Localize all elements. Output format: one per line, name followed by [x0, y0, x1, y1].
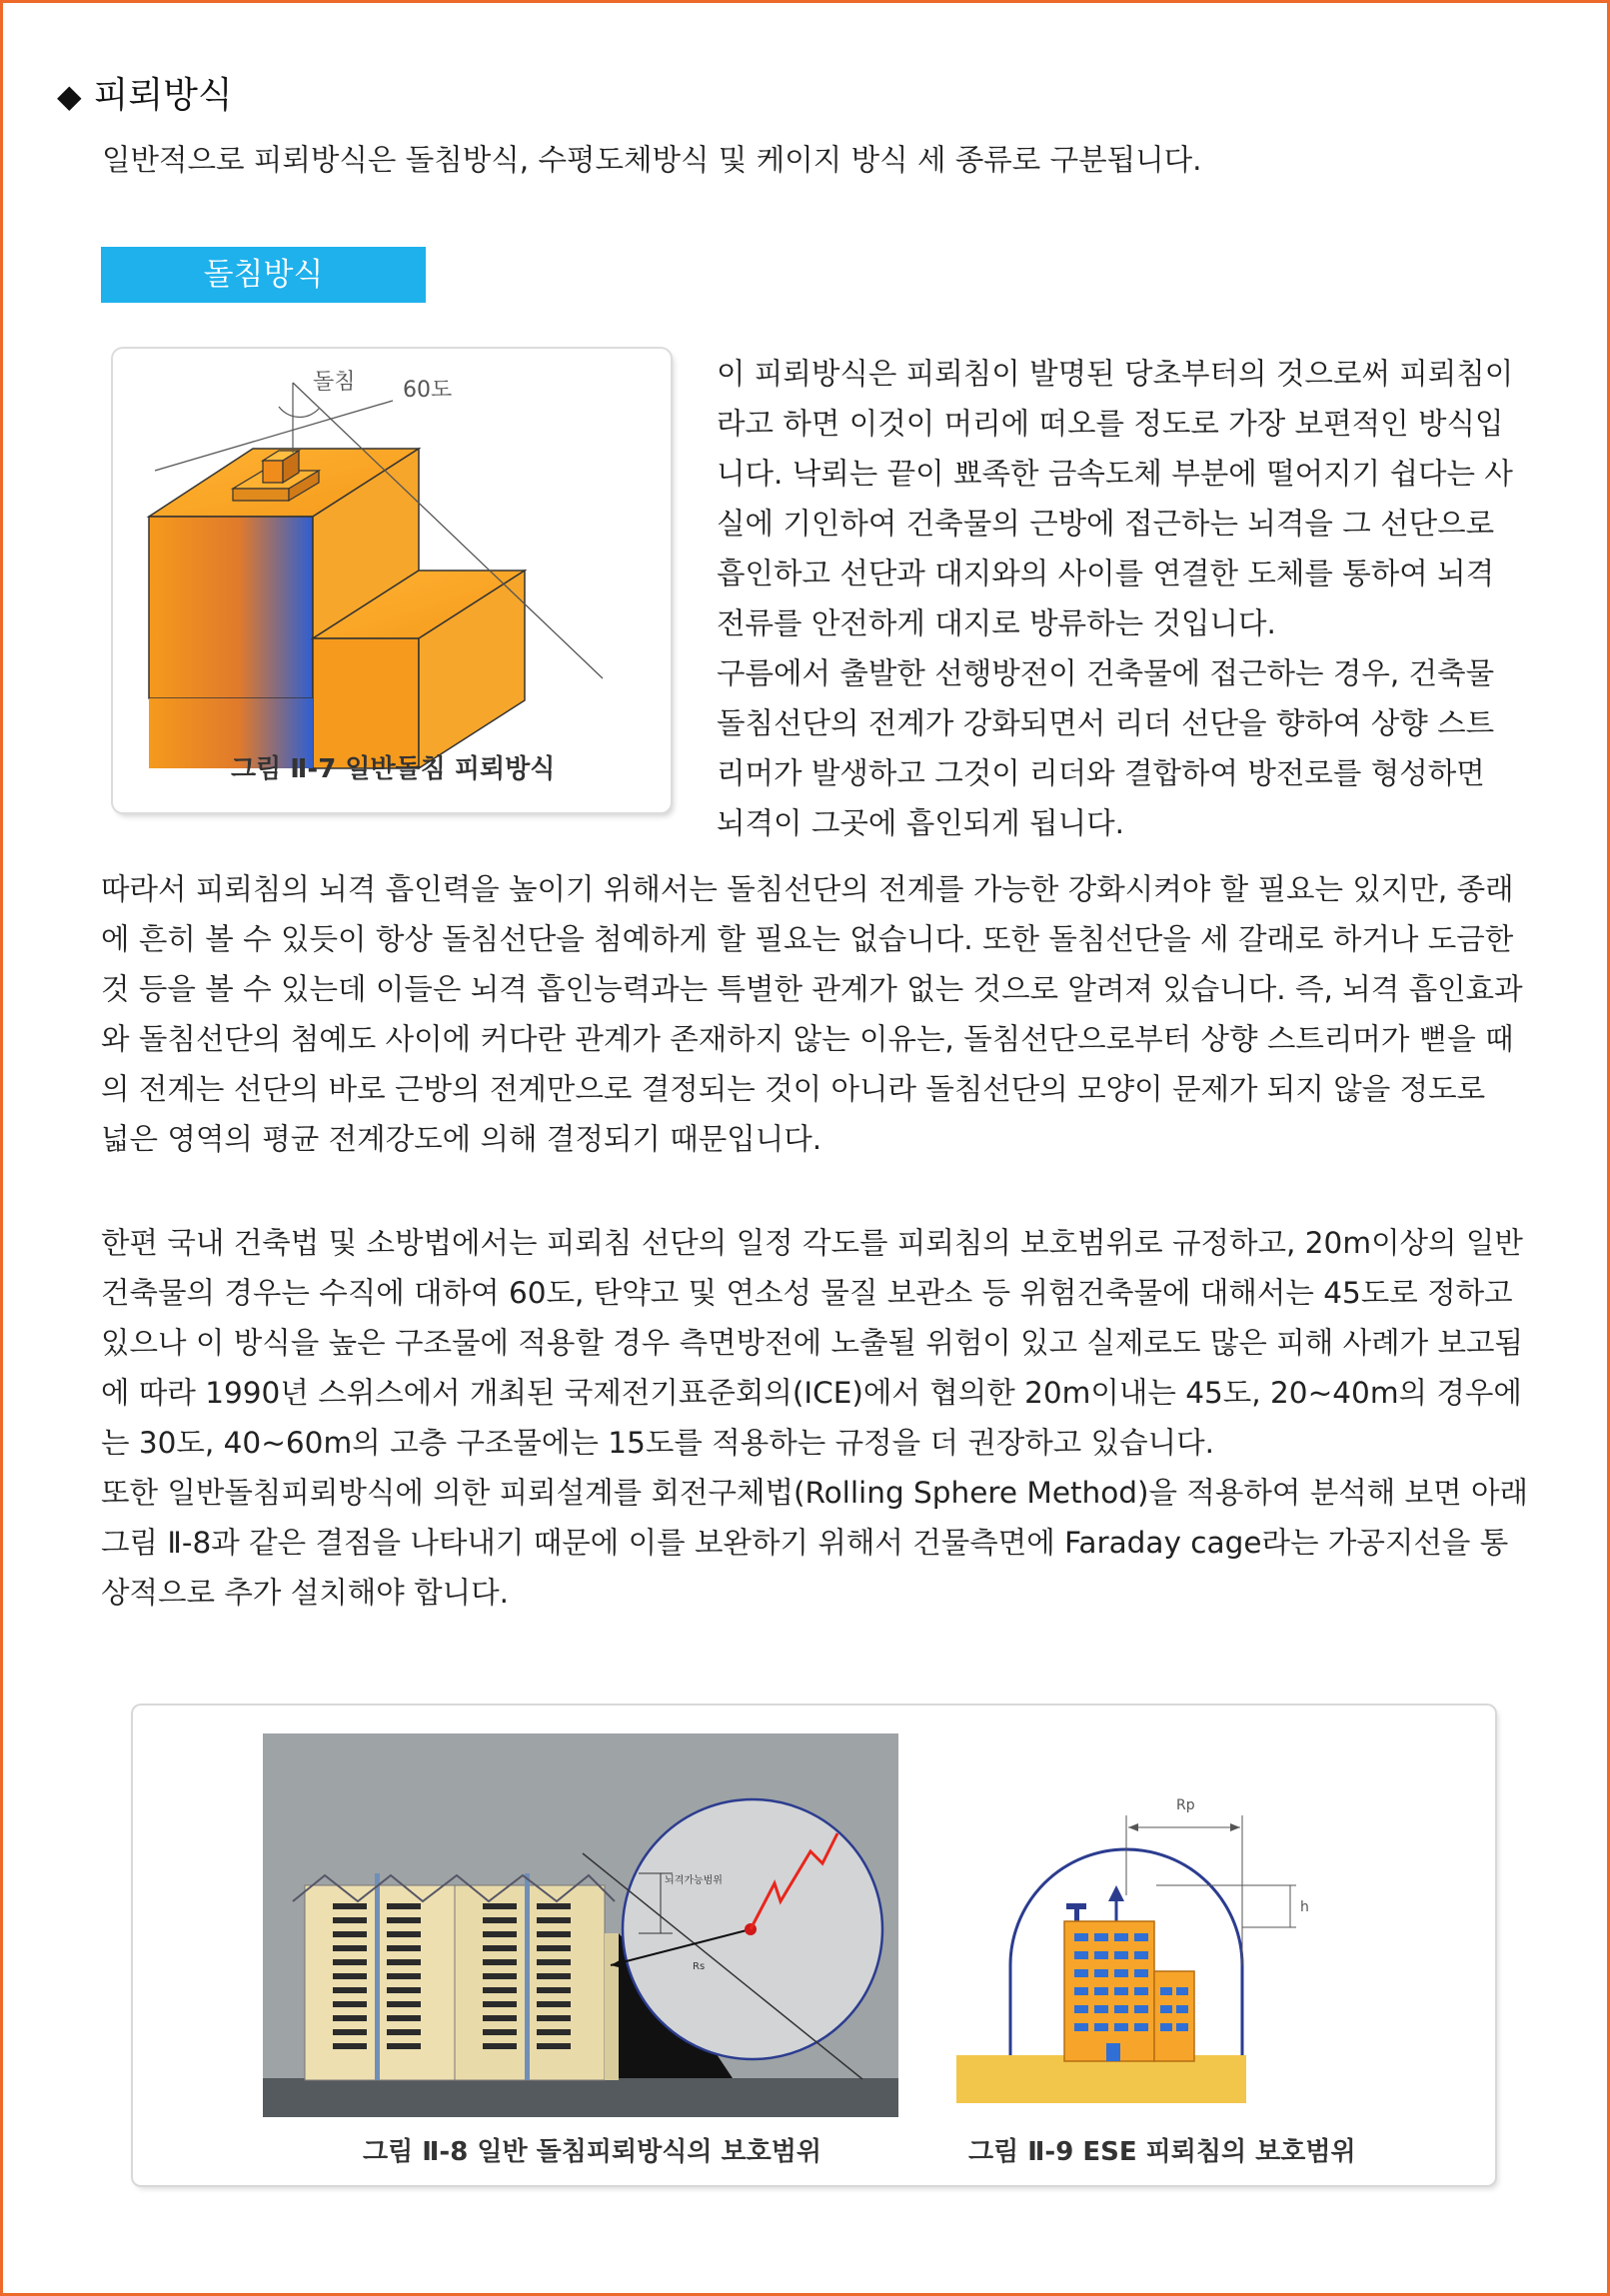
rs-label: Rs [693, 1961, 706, 1972]
body-line: 에 따라 1990년 스위스에서 개최된 국제전기표준회의(ICE)에서 협의한 20m이내는 45도, 20~40m의 경우에 [101, 1376, 1522, 1410]
side-line: 흡인하고 선단과 대지와의 사이를 연결한 도체를 통하여 뇌격 [717, 557, 1495, 590]
rod-label: 돌침 [313, 370, 356, 395]
intro-text: 일반적으로 피뢰방식은 돌침방식, 수평도체방식 및 케이지 방식 세 종류로 구분됩니다. [102, 143, 1202, 177]
body-line: 넓은 영역의 평균 전계강도에 의해 결정되기 때문입니다. [101, 1122, 822, 1156]
body-line: 또한 일반돌침피뢰방식에 의한 피뢰설계를 회전구체법(Rolling Sphere Method)을 적용하여 분석해 보면 아래 [101, 1476, 1528, 1510]
h-label: h [1300, 1899, 1309, 1915]
side-line: 실에 기인하여 건축물의 근방에 접근하는 뇌격을 그 선단으로 [717, 507, 1495, 541]
side-line: 니다. 낙뢰는 끝이 뾰족한 금속도체 부분에 떨어지기 쉽다는 사 [717, 457, 1513, 491]
side-line: 돌침선단의 전계가 강화되면서 리더 선단을 향하여 상향 스트 [717, 706, 1495, 740]
section-heading [57, 67, 233, 118]
diamond-icon: ◆ [57, 77, 82, 115]
side-line: 뇌격이 그곳에 흡인되게 됩니다. [717, 806, 1124, 840]
body-line: 있으나 이 방식을 높은 구조물에 적용할 경우 측면방전에 노출될 위험이 있고 실제로도 많은 피해 사례가 보고됨 [101, 1326, 1524, 1360]
figure-lightning-rod [113, 349, 671, 812]
body-line: 것 등을 볼 수 있는데 이들은 뇌격 흡인능력과는 특별한 관계가 없는 것으로 알려져 있습니다. 즉, 뇌격 흡인효과 [101, 972, 1523, 1006]
body-line: 와 돌침선단의 첨예도 사이에 커다란 관계가 존재하지 않는 이유는, 돌침선단으로부터 상향 스트리머가 뻗을 때 [101, 1022, 1514, 1056]
heading-text: 피뢰방식 [93, 75, 233, 116]
body-line: 에 흔히 볼 수 있듯이 항상 돌침선단을 첨예하게 할 필요는 없습니다. 또한 돌침선단을 세 갈래로 하거나 도금한 [101, 922, 1514, 956]
side-line: 구름에서 출발한 선행방전이 건축물에 접근하는 경우, 건축물 [717, 656, 1495, 690]
figure3-caption: 그림 Ⅱ-9 ESE 피뢰침의 보호범위 [968, 2137, 1356, 2167]
figure-protection-ranges [133, 1706, 1495, 2185]
side-line: 라고 하면 이것이 머리에 떠오를 정도로 가장 보편적인 방식입 [717, 407, 1504, 441]
figure2-illustration [263, 1733, 898, 2117]
body-line: 상적으로 추가 설치해야 합니다. [101, 1576, 509, 1610]
figure2-caption: 그림 Ⅱ-8 일반 돌침피뢰방식의 보호범위 [363, 2137, 821, 2167]
side-line: 이 피뢰방식은 피뢰침이 발명된 당초부터의 것으로써 피뢰침이 [717, 357, 1514, 391]
body-line: 의 전계는 선단의 바로 근방의 전계만으로 결정되는 것이 아니라 돌침선단의 모양이 문제가 되지 않을 정도로 [101, 1072, 1486, 1106]
body-line: 따라서 피뢰침의 뇌격 흡인력을 높이기 위해서는 돌침선단의 전계를 가능한 강화시켜야 할 필요는 있지만, 종래 [101, 872, 1514, 906]
body-paragraph-2 [101, 1218, 1528, 1618]
angle-label: 60도 [403, 378, 453, 403]
rp-label: Rp [1176, 1797, 1195, 1813]
side-line: 리머가 발생하고 그것이 리더와 결합하여 방전로를 형성하면 [717, 756, 1485, 790]
figure3-illustration [956, 1735, 1416, 2115]
body-line: 한편 국내 건축법 및 소방법에서는 피뢰침 선단의 일정 각도를 피뢰침의 보호범위로 규정하고, 20m이상의 일반 [101, 1226, 1523, 1260]
body-line: 는 30도, 40~60m의 고층 구조물에는 15도를 적용하는 규정을 더 권장하고 있습니다. [101, 1426, 1215, 1460]
side-line: 전류를 안전하게 대지로 방류하는 것입니다. [717, 606, 1276, 640]
figure1-caption: 그림 Ⅱ-7 일반돌침 피뢰방식 [231, 754, 556, 784]
figure1-illustration [113, 349, 671, 812]
body-paragraph-1 [101, 864, 1523, 1164]
body-line: 건축물의 경우는 수직에 대하여 60도, 탄약고 및 연소성 물질 보관소 등 위험건축물에 대해서는 45도로 정하고 [101, 1276, 1513, 1310]
section-badge: 돌침방식 [101, 247, 426, 303]
range-label: 뇌격가능범위 [665, 1875, 723, 1886]
side-text [717, 349, 1513, 848]
body-line: 그림 Ⅱ-8과 같은 결점을 나타내기 때문에 이를 보완하기 위해서 건물측면에 Faraday cage라는 가공지선을 통 [101, 1526, 1509, 1560]
upper-front-face [149, 517, 313, 698]
